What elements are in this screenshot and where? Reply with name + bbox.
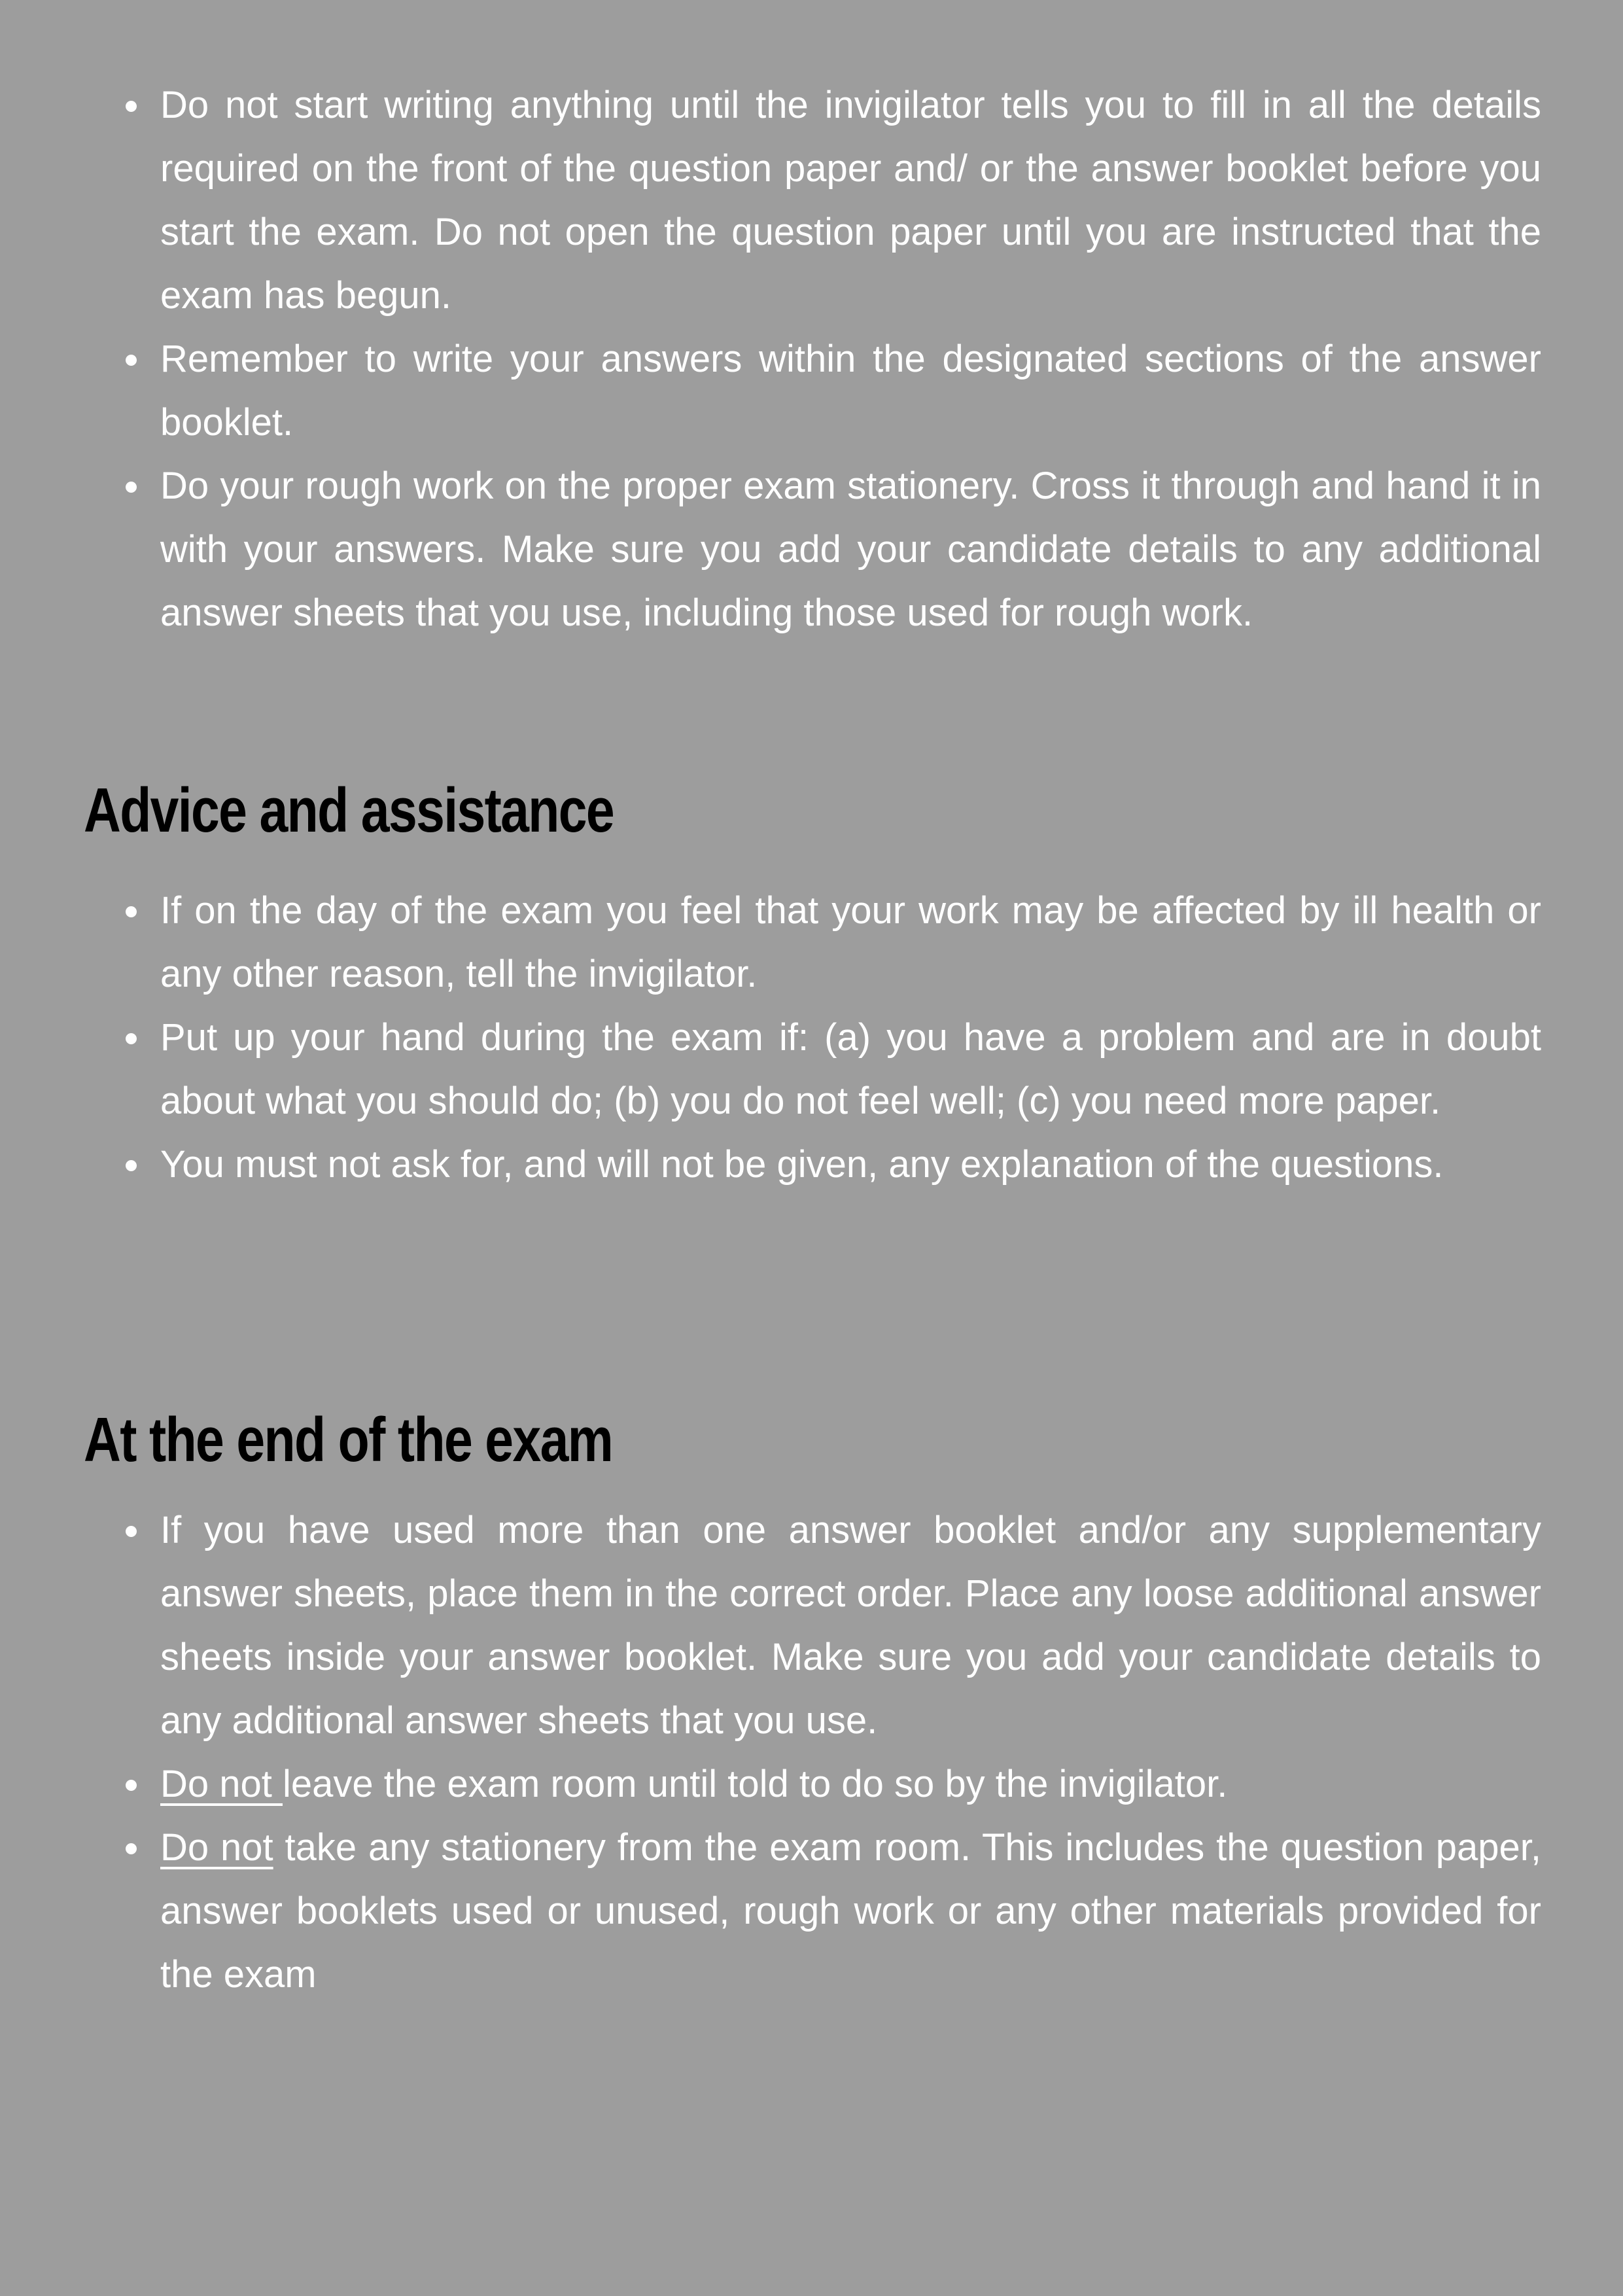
bullet-icon (122, 1006, 141, 1069)
list-item-text: Put up your hand during the exam if: (a) you have a problem and are in doubt about what you should do; (b) you do not feel well; (c) you need more paper. (160, 1016, 1541, 1122)
list-item-text: Do your rough work on the proper exam stationery. Cross it through and hand it in with your answers. Make sure you add your candidate details to any additional answer sheets that you use, including those used for rough work. (160, 465, 1541, 634)
bullet-icon (122, 1816, 141, 1879)
list-item (0, 1752, 1541, 1816)
list-item-text: Remember to write your answers within the designated sections of the answer booklet. (160, 338, 1541, 444)
bullet-icon (122, 1498, 141, 1562)
list-item (0, 454, 1541, 645)
list-item-text: take any stationery from the exam room. This includes the question paper, answer booklets used or unused, rough work or any other materials provided for the exam (160, 1826, 1542, 1996)
list-item-text: You must not ask for, and will not be given, any explanation of the questions. (160, 1143, 1444, 1186)
bullet-icon (122, 1133, 141, 1196)
section-heading-advice: Advice and assistance (84, 775, 614, 845)
advice-list (0, 879, 1623, 1196)
list-item (0, 73, 1541, 327)
bullet-icon (122, 73, 141, 137)
end-of-exam-list (0, 1498, 1623, 2006)
list-item (0, 1498, 1541, 1752)
list-item-text: If on the day of the exam you feel that your work may be affected by ill health or any other reason, tell the invigilator. (160, 889, 1541, 995)
bullet-icon (122, 327, 141, 391)
bullet-icon (122, 879, 141, 942)
section-heading-end-of-exam: At the end of the exam (84, 1405, 613, 1475)
list-item (0, 879, 1541, 1006)
list-item (0, 1006, 1541, 1133)
bullet-icon (122, 1752, 141, 1816)
exam-start-instructions-list (0, 73, 1623, 645)
list-item (0, 1816, 1541, 2006)
list-item-text: leave the exam room until told to do so by the invigilator. (283, 1763, 1228, 1805)
list-item (0, 1133, 1541, 1196)
underlined-emphasis: Do not (160, 1826, 273, 1869)
list-item-text: If you have used more than one answer booklet and/or any supplementary answer sheets, place them in the correct order. Place any loose additional answer sheets inside your answer booklet. Make sure you add your candidate details to any additional answer sheets that you use. (160, 1509, 1541, 1742)
list-item-text: Do not start writing anything until the invigilator tells you to fill in all the details required on the front of the question paper and/ or the answer booklet before you start the exam. Do not open the question paper until you are instructed that the exam has begun. (160, 84, 1541, 317)
bullet-icon (122, 454, 141, 518)
list-item (0, 327, 1541, 454)
underlined-emphasis: Do not (160, 1763, 283, 1805)
